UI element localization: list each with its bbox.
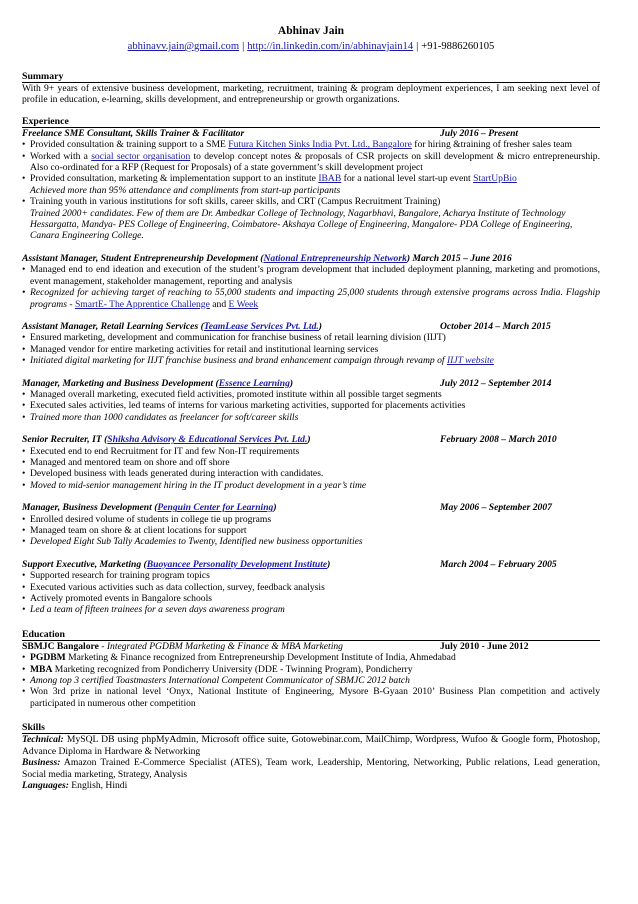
smarte-link[interactable]: SmartE- The Apprentice Challenge bbox=[74, 298, 210, 310]
separator: | bbox=[242, 41, 245, 52]
company-link[interactable]: Futura Kitchen Sinks India Pvt. Ltd., Bangalore bbox=[228, 139, 412, 151]
company-link[interactable]: National Entrepreneurship Network bbox=[263, 252, 407, 264]
company-link[interactable]: Penguin Center for Learning bbox=[157, 502, 274, 514]
bullet-item: • Actively promoted events in Bangalore schools bbox=[22, 593, 600, 604]
candidate-name: Abhinav Jain bbox=[277, 25, 345, 37]
job-bullets bbox=[22, 264, 600, 310]
company-link[interactable]: Buoyancee Personality Development Institute bbox=[146, 558, 328, 570]
resume-page bbox=[22, 10, 600, 791]
job-dates: March 2004 – February 2005 bbox=[440, 558, 557, 570]
job-dates: May 2006 – September 2007 bbox=[440, 502, 552, 514]
job-bullets bbox=[22, 332, 600, 366]
education-program: SBMJC Bangalore - Integrated PGDBM Marketing & Finance & MBA Marketing bbox=[22, 640, 343, 652]
organisation-link[interactable]: social sector organisation bbox=[91, 150, 191, 162]
bullet-item: • Recognized for achieving target of reaching to 55,000 students and impacting 25,000 students through extensive programs across India. Flagship programs - SmartE- The Apprentice Challenge and E Week bbox=[22, 287, 600, 310]
job-entry bbox=[22, 502, 600, 548]
section-heading-education: Education bbox=[22, 630, 600, 641]
bullet-item: • Developed business with leads generated during interaction with candidates. bbox=[22, 468, 600, 479]
experience-section bbox=[22, 117, 600, 616]
separator: | bbox=[416, 41, 419, 52]
bullet-item: • Enrolled desired volume of students in college tie up programs bbox=[22, 514, 600, 525]
job-entry bbox=[22, 378, 600, 424]
bullet-item: • Supported research for training program topics bbox=[22, 570, 600, 581]
job-entry bbox=[22, 559, 600, 616]
section-heading-summary: Summary bbox=[22, 72, 600, 83]
bullet-item: • Trained more than 1000 candidates as freelancer for soft/career skills bbox=[22, 412, 600, 423]
bullet-item: • Managed end to end ideation and execution of the student’s program development that included deployment planning, marketing and promotions, event management, stakeholder management, reporting and analysis bbox=[22, 264, 600, 287]
eweek-link[interactable]: E Week bbox=[228, 298, 259, 310]
startupbio-link[interactable]: StartUpBio bbox=[473, 173, 517, 185]
job-header bbox=[22, 128, 600, 139]
skills-section bbox=[22, 723, 600, 791]
bullet-item: • Managed and mentored team on shore and off shore bbox=[22, 457, 600, 468]
ibab-link[interactable]: IBAB bbox=[318, 173, 342, 185]
job-bullets bbox=[22, 389, 600, 423]
section-heading-skills: Skills bbox=[22, 723, 600, 734]
bullet-item: • Managed vendor for entire marketing activities for retail and institutional learning services bbox=[22, 344, 600, 355]
education-header bbox=[22, 641, 600, 652]
bullet-item: • Ensured marketing, development and communication for franchise business of retail learning division (IIJT) bbox=[22, 332, 600, 343]
bullet-item: • Training youth in various institutions for soft skills, career skills, and CRT (Campus Recruitment Training) bbox=[22, 196, 600, 207]
job-entry bbox=[22, 321, 600, 367]
achievement-note: Achieved more than 95% attendance and compliments from start-up participants bbox=[30, 184, 341, 196]
bullet-item: • Led a team of fifteen trainees for a seven days awareness program bbox=[22, 604, 600, 615]
job-dates: July 2016 – Present bbox=[440, 127, 519, 139]
bullet-item: • Provided consultation & training support to a SME Futura Kitchen Sinks India Pvt. Ltd., Bangalore for hiring &training of fresher sales team bbox=[22, 139, 600, 150]
bullet-item: • Developed Eight Sub Tally Academies to Twenty, Identified new business opportunities bbox=[22, 536, 600, 547]
job-title: Support Executive, Marketing (Buoyancee Personality Development Institute) bbox=[22, 558, 331, 570]
job-title: Assistant Manager, Retail Learning Services (TeamLease Services Pvt. Ltd.) bbox=[22, 320, 322, 332]
skills-languages: Languages: English, Hindi bbox=[22, 779, 128, 791]
job-bullets bbox=[22, 139, 600, 185]
summary-section bbox=[22, 72, 600, 106]
bullet-item: • PGDBM Marketing & Finance recognized from Entrepreneurship Development Institute of India, Ahmedabad bbox=[22, 652, 600, 663]
job-entry bbox=[22, 128, 600, 242]
job-title: Manager, Marketing and Business Development (Essence Learning) bbox=[22, 377, 294, 389]
job-header bbox=[22, 559, 600, 570]
bullet-item: • Executed end to end Recruitment for IT and few Non-IT requirements bbox=[22, 446, 600, 457]
job-title: Manager, Business Development (Penguin Center for Learning) bbox=[22, 502, 277, 514]
job-bullets bbox=[22, 196, 600, 207]
job-dates: October 2014 – March 2015 bbox=[440, 320, 551, 332]
section-heading-experience: Experience bbox=[22, 117, 600, 128]
phone-number: +91-9886260105 bbox=[421, 41, 495, 52]
company-link[interactable]: Shiksha Advisory & Educational Services Pvt. Ltd. bbox=[107, 434, 308, 446]
skills-technical: Technical: MySQL DB using phpMyAdmin, Microsoft office suite, Gotowebinar.com, MailChimp, Wordpress, Wufoo & Google form, Photoshop, Advance Diploma in Hardware & Networking bbox=[22, 734, 600, 757]
skills-business: Business: Amazon Trained E-Commerce Specialist (ATES), Team work, Leadership, Mentoring, Networking, Public relations, Lead generation, Social media marketing, Strategy, Analysis bbox=[22, 757, 600, 780]
bullet-item: • Initiated digital marketing for IIJT franchise business and brand enhancement campaign through revamp of IIJT website bbox=[22, 355, 600, 366]
bullet-item: • Provided consultation, marketing & implementation support to an institute IBAB for a national level start-up event StartUpBio bbox=[22, 173, 600, 184]
company-link[interactable]: Essence Learning bbox=[218, 377, 290, 389]
bullet-item: • Moved to mid-senior management hiring in the IT product development in a year’s time bbox=[22, 480, 600, 491]
job-bullets bbox=[22, 570, 600, 616]
job-dates: July 2012 – September 2014 bbox=[440, 377, 552, 389]
job-header bbox=[22, 502, 600, 513]
bullet-item: • MBA Marketing recognized from Pondicherry University (DDE - Twinning Program), Pondicherry bbox=[22, 664, 600, 675]
job-title: Freelance SME Consultant, Skills Trainer & Facilitator bbox=[22, 127, 245, 139]
job-header bbox=[22, 321, 600, 332]
job-dates: February 2008 – March 2010 bbox=[440, 434, 557, 446]
achievement-note: Trained 2000+ candidates. Few of them are Dr. Ambedkar College of Technology, Nagarbhavi, Bangalore, Acharya Institute of Technology Hessargatta, Mandya- PES College of Engineering, Coimbatore- Akshaya College of Engineering, Mangalore- PDA College of Engineering, Canara Engineering College. bbox=[30, 207, 573, 242]
education-dates: July 2010 - June 2012 bbox=[440, 640, 529, 652]
bullet-item: • Won 3rd prize in national level ‘Onyx, National Institute of Engineering, Mysore B-Gyaan 2010’ Business Plan competition and actively participated in numerous other competition bbox=[22, 686, 600, 709]
company-link[interactable]: TeamLease Services Pvt. Ltd. bbox=[203, 320, 319, 332]
email-link[interactable]: abhinavv.jain@gmail.com bbox=[127, 41, 240, 52]
job-bullets bbox=[22, 514, 600, 548]
bullet-item: • Executed various activities such as data collection, survey, feedback analysis bbox=[22, 582, 600, 593]
job-header bbox=[22, 434, 600, 445]
bullet-item: • Among top 3 certified Toastmasters International Competent Communicator of SBMJC 2012 batch bbox=[22, 675, 600, 686]
education-section bbox=[22, 630, 600, 709]
job-title: Senior Recruiter, IT (Shiksha Advisory & Educational Services Pvt. Ltd.) bbox=[22, 434, 311, 446]
job-header bbox=[22, 378, 600, 389]
bullet-item: • Managed team on shore & at client locations for support bbox=[22, 525, 600, 536]
summary-text: With 9+ years of extensive business development, marketing, recruitment, training & program deployment experiences, I am seeking next level of profile in education, e-learning, skills development, and entrepreneurship or growth organizations. bbox=[22, 83, 600, 106]
iijt-website-link[interactable]: IIJT website bbox=[446, 355, 494, 367]
contact-line bbox=[22, 39, 600, 54]
job-header: Assistant Manager, Student Entrepreneurship Development (National Entrepreneurship Network) March 2015 – June 2016 bbox=[22, 252, 512, 264]
bullet-item: • Worked with a social sector organisation to develop concept notes & proposals of CSR projects on skill development & micro entrepreneurship. Also co-ordinated for a RFP (Request for Proposals) of a state government’s skill development project bbox=[22, 151, 600, 174]
job-entry bbox=[22, 434, 600, 491]
linkedin-link[interactable]: http://in.linkedin.com/in/abhinavjain14 bbox=[247, 41, 414, 52]
job-bullets bbox=[22, 446, 600, 492]
job-entry bbox=[22, 253, 600, 310]
bullet-item: • Managed overall marketing, executed field activities, promoted institute within all possible target segments bbox=[22, 389, 600, 400]
bullet-item: • Executed sales activities, led teams of interns for various marketing activities, supported for placements activities bbox=[22, 400, 600, 411]
education-bullets bbox=[22, 652, 600, 709]
